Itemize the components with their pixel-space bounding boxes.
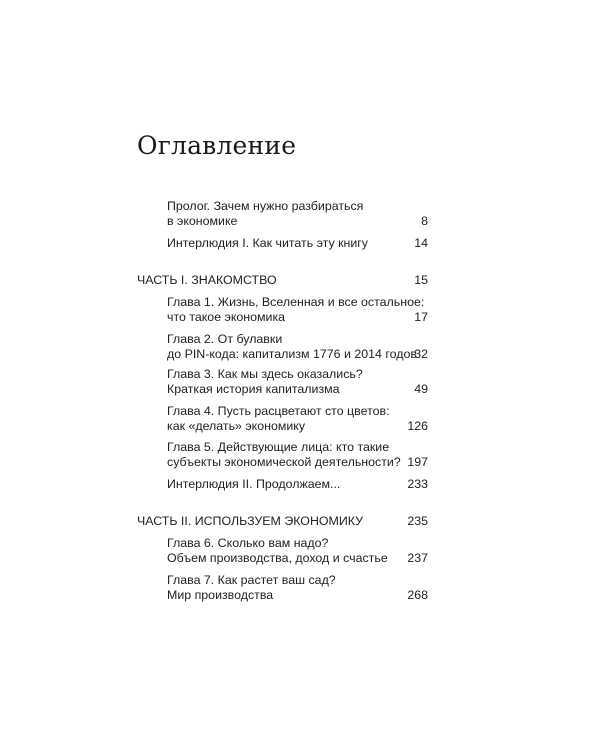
toc-entry-title-cont: до PIN-кода: капитализм 1776 и 2014 годов <box>167 347 417 361</box>
toc-entry-title: Глава 6. Сколько вам надо? <box>167 536 329 550</box>
toc-entry-title: Пролог. Зачем нужно разбираться <box>167 199 364 213</box>
toc-page-number: 8 <box>421 214 428 228</box>
toc-entry-title: Глава 3. Как мы здесь оказались? <box>167 367 363 381</box>
toc-entry-title: Интерлюдия II. Продолжаем... <box>167 477 341 491</box>
toc-entry-title: Глава 4. Пусть расцветают сто цветов: <box>167 404 390 418</box>
toc-page-number: 49 <box>414 382 428 396</box>
toc-entry-title-cont: Объем производства, доход и счастье <box>167 551 388 565</box>
toc-entry-title-cont: как «делать» экономику <box>167 419 306 433</box>
toc-page-number: 237 <box>407 551 428 565</box>
toc-page-number: 235 <box>407 514 428 528</box>
toc-page-number: 32 <box>414 347 428 361</box>
toc-page-number: 15 <box>414 273 428 287</box>
toc-entry-title: Глава 1. Жизнь, Вселенная и все остальное: <box>167 295 425 309</box>
toc-page-number: 17 <box>414 310 428 324</box>
toc-part-title: ЧАСТЬ II. ИСПОЛЬЗУЕМ ЭКОНОМИКУ <box>137 514 363 528</box>
toc-entry-title-cont: Мир производства <box>167 588 274 602</box>
page-title: Оглавление <box>137 131 297 160</box>
toc-page-number: 197 <box>407 455 428 469</box>
toc-entry-title: Глава 7. Как растет ваш сад? <box>167 573 336 587</box>
toc-page-number: 126 <box>407 419 428 433</box>
toc-entry-title-cont: Краткая история капитализма <box>167 382 340 396</box>
toc-page-number: 233 <box>407 477 428 491</box>
toc-part-title: ЧАСТЬ I. ЗНАКОМСТВО <box>137 273 277 287</box>
toc-entry-title: Глава 2. От булавки <box>167 332 283 346</box>
toc-entry-title: Интерлюдия I. Как читать эту книгу <box>167 236 369 250</box>
toc-entry-title-cont: в экономике <box>167 214 238 228</box>
toc-entry-title-cont: субъекты экономической деятельности? <box>167 455 401 469</box>
toc-page-number: 268 <box>407 588 428 602</box>
toc-entry-title-cont: что такое экономика <box>167 310 286 324</box>
toc-page-number: 14 <box>414 236 428 250</box>
toc-entry-title: Глава 5. Действующие лица: кто такие <box>167 440 390 454</box>
